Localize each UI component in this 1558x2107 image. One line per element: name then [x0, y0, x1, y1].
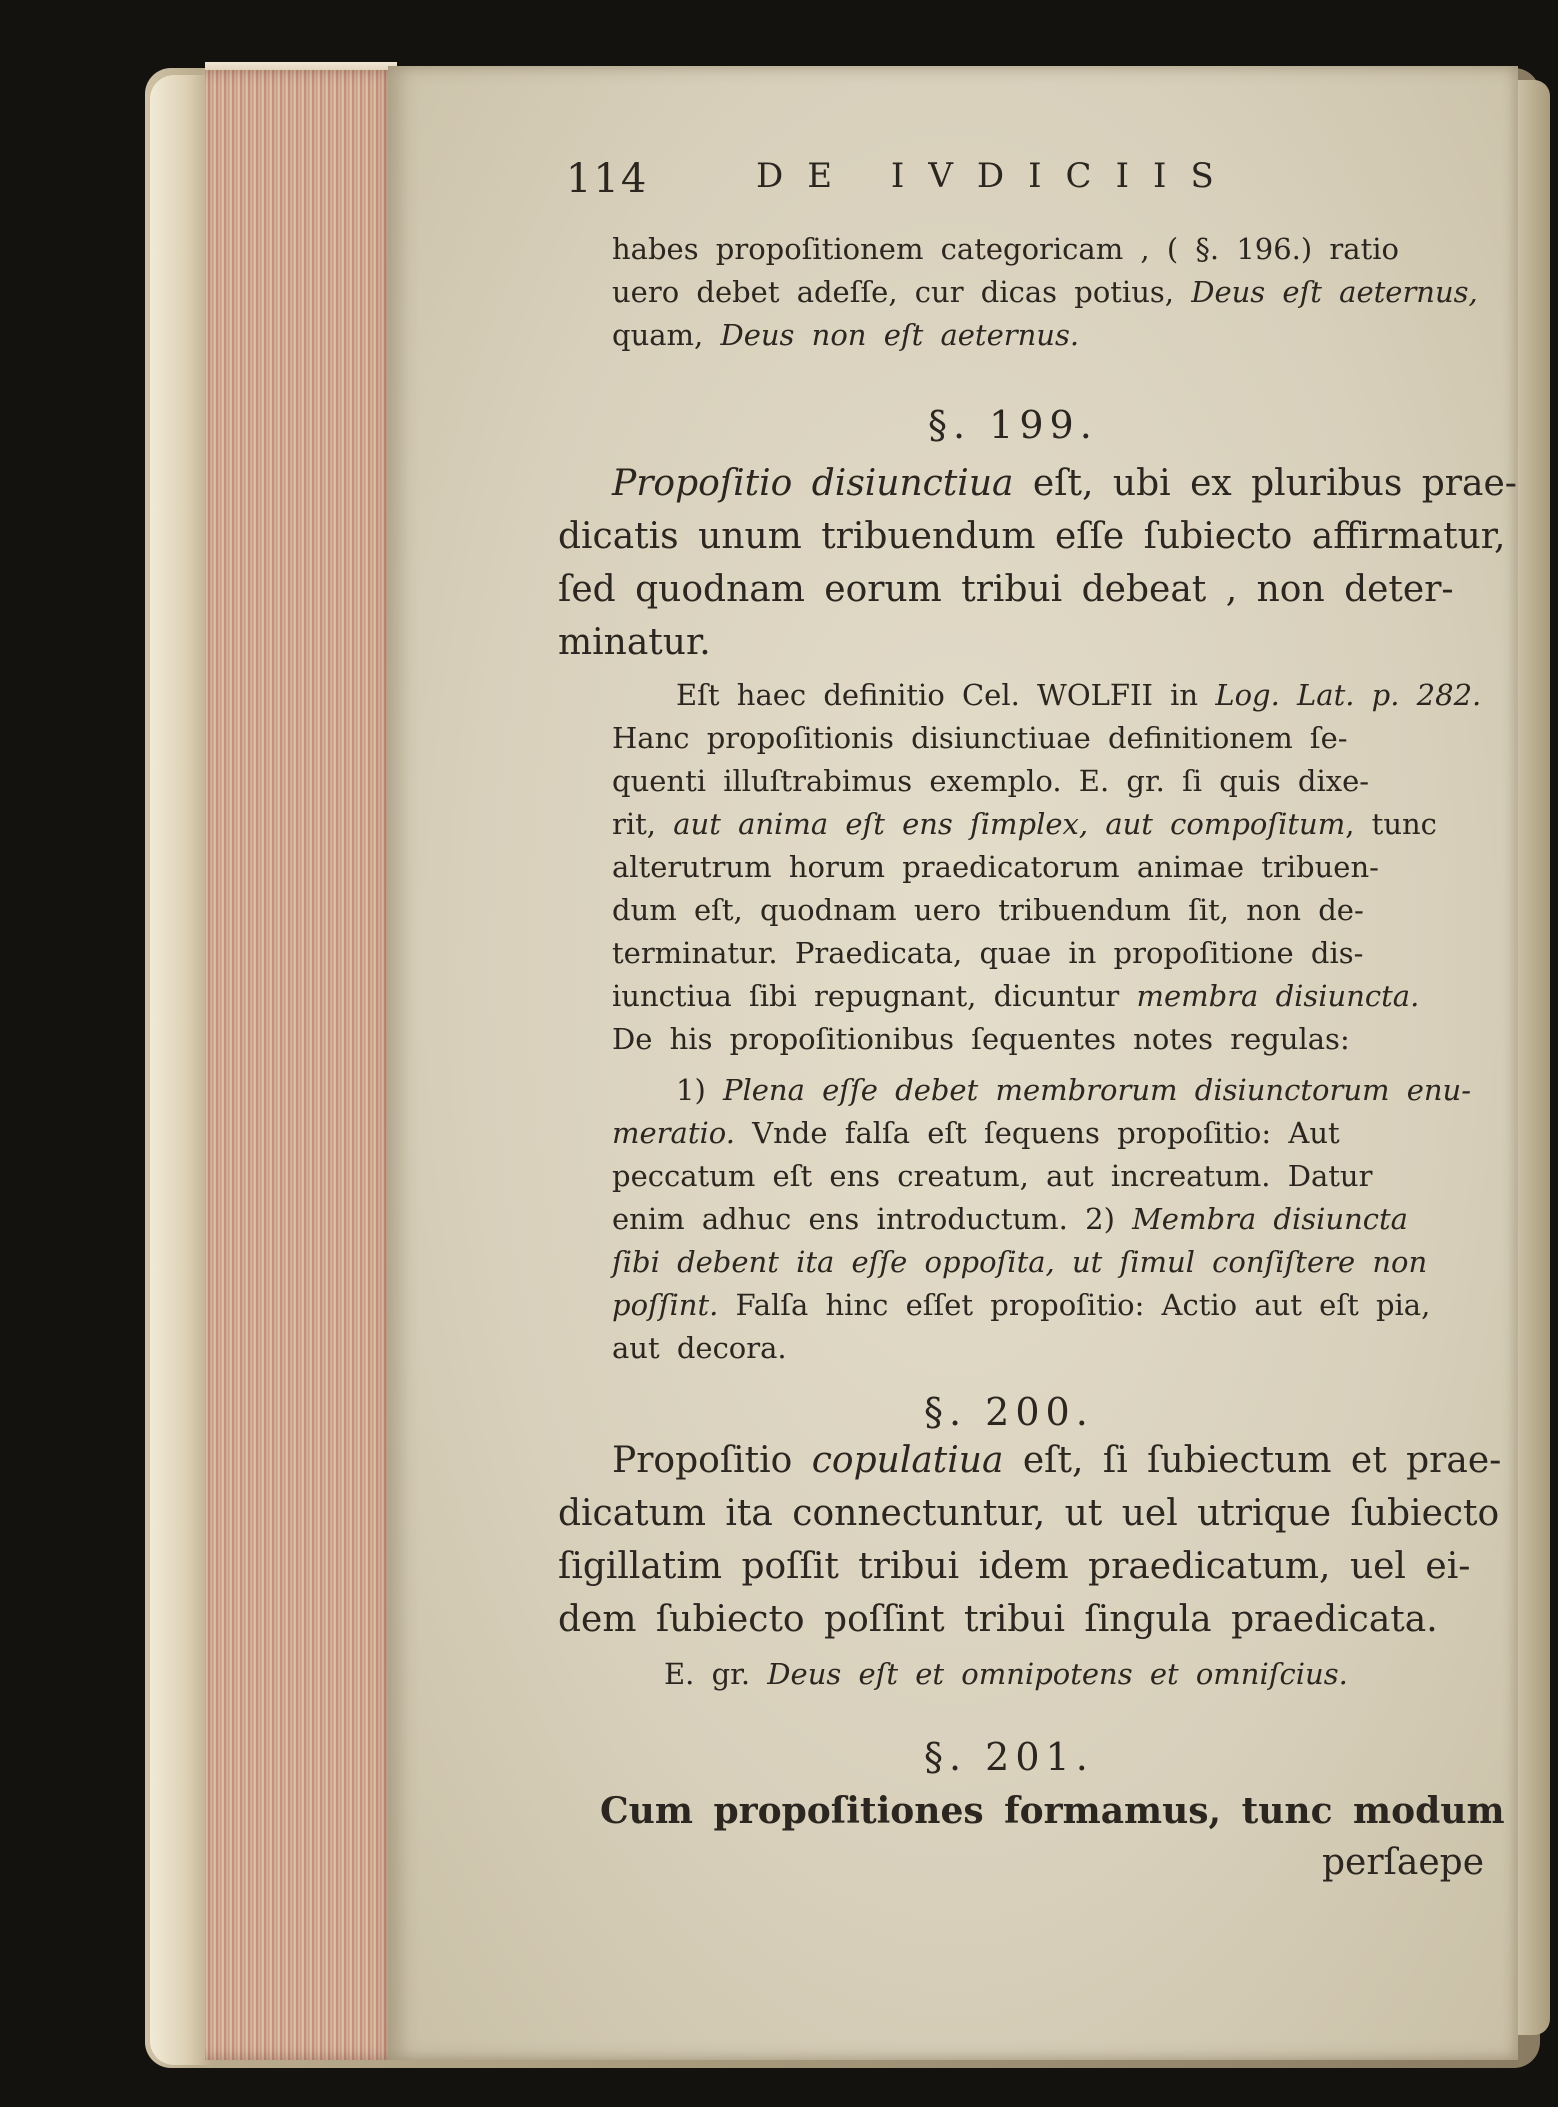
text-line — [664, 1657, 1348, 1691]
text-span: enim adhuc ens introductum. 2) — [612, 1202, 1133, 1236]
text-line — [676, 1073, 1471, 1107]
text-span: Propoſitio — [612, 1440, 812, 1481]
text-line: minatur. — [558, 622, 711, 663]
text-line — [612, 318, 1079, 352]
italic-span: Deus non eſt aeternus. — [720, 318, 1080, 352]
text-line: alterutrum horum praedicatorum animae tribuen- — [612, 850, 1379, 884]
text-line: ſibi debent ita eſſe oppoſita, ut ſimul conſiſtere non — [612, 1245, 1428, 1279]
section-heading: §. 200. — [924, 1390, 1094, 1434]
italic-span: Membra disiuncta — [1132, 1202, 1408, 1236]
text-line — [612, 1116, 1340, 1150]
text-line: aut decora. — [612, 1331, 787, 1365]
text-span: , tunc — [1345, 807, 1437, 841]
italic-span: Plena eſſe debet membrorum disiunctorum enu- — [722, 1073, 1472, 1107]
text-span: uero debet adeſſe, cur dicas potius, — [612, 275, 1192, 309]
text-line: ſed quodnam eorum tribui debeat , non deter- — [558, 569, 1454, 610]
page-number: 114 — [566, 156, 649, 202]
text-line: Hanc propoſitionis disiunctiuae definitionem ſe- — [612, 721, 1348, 755]
text-line — [612, 1202, 1408, 1236]
text-line: quenti illuſtrabimus exemplo. E. gr. ſi quis dixe- — [612, 764, 1370, 798]
text-line: habes propoſitionem categoricam , ( §. 196.) ratio — [612, 232, 1399, 266]
text-line: De his propoſitionibus ſequentes notes regulas: — [612, 1022, 1350, 1056]
italic-span: membra disiuncta. — [1136, 979, 1420, 1013]
text-span: quam, — [612, 318, 721, 352]
text-line — [612, 463, 1517, 504]
text-span: eſt, ubi ex pluribus prae- — [1013, 463, 1517, 504]
text-span: Falſa hinc eſſet propoſitio: Actio aut eſt pia, — [718, 1288, 1431, 1322]
text-line — [612, 275, 1478, 309]
text-line — [612, 1288, 1430, 1322]
text-span: eſt, ſi ſubiectum et prae- — [1003, 1440, 1502, 1481]
text-line: dicatum ita connectuntur, ut uel utrique ſubiecto — [558, 1493, 1500, 1534]
italic-span: Deus eſt et omnipotens et omniſcius. — [767, 1657, 1348, 1691]
text-line: peccatum eſt ens creatum, aut increatum. Datur — [612, 1159, 1373, 1193]
text-line: dum eſt, quodnam uero tribuendum ſit, non de- — [612, 893, 1364, 927]
italic-span: Propoſitio disiunctiua — [612, 463, 1014, 504]
text-line — [612, 1440, 1501, 1481]
running-title: DE IVDICIIS — [756, 156, 1238, 196]
text-line — [676, 678, 1481, 712]
italic-span: Log. Lat. p. 282. — [1215, 678, 1482, 712]
italic-span: Deus eſt aeternus, — [1191, 275, 1478, 309]
catchword: perſaepe — [1322, 1842, 1484, 1883]
text-line: terminatur. Praedicata, quae in propoſitione dis- — [612, 936, 1364, 970]
text-span: iunctiua ſibi repugnant, dicuntur — [612, 979, 1137, 1013]
section-heading: §. 199. — [928, 403, 1098, 447]
text-span: 1) — [676, 1073, 723, 1107]
italic-span: meratio. — [612, 1116, 735, 1150]
italic-span: aut anima eſt ens ſimplex, aut compoſitum — [673, 807, 1346, 841]
text-line — [612, 979, 1419, 1013]
text-line — [612, 807, 1437, 841]
text-line: ſigillatim poſſit tribui idem praedicatum, uel ei- — [558, 1546, 1471, 1587]
section-heading: §. 201. — [924, 1735, 1094, 1779]
text-span: rit, — [612, 807, 674, 841]
italic-span: poſſint. — [612, 1288, 719, 1322]
text-span: Vnde falſa eſt ſequens propoſitio: Aut — [734, 1116, 1340, 1150]
text-line: Cum propoſitiones formamus, tunc modum — [600, 1790, 1505, 1832]
text-span: Eſt haec definitio Cel. WOLFII in — [676, 678, 1216, 712]
text-line: dem ſubiecto poſſint tribui ſingula praedicata. — [558, 1599, 1438, 1640]
text-span: E. gr. — [664, 1657, 768, 1691]
italic-span: copulatiua — [811, 1440, 1004, 1481]
text-line: dicatis unum tribuendum eſſe ſubiecto affirmatur, — [558, 516, 1506, 557]
